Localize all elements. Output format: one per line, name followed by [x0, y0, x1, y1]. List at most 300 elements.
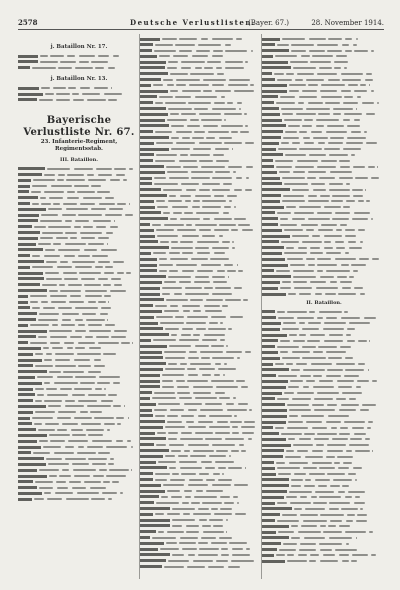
word-text: [75, 266, 92, 268]
name-text: [140, 501, 154, 504]
name-text: [18, 324, 28, 327]
word-text: [170, 258, 188, 260]
word-text: [289, 462, 308, 464]
word-text: [236, 380, 245, 382]
word-text: [32, 185, 48, 187]
word-text: [171, 241, 177, 243]
word-text: [241, 450, 246, 452]
word-text: [326, 131, 347, 133]
word-text: [47, 168, 70, 170]
word-text: [314, 438, 329, 440]
word-text: [183, 166, 197, 168]
name-text: [262, 206, 284, 209]
word-text: [326, 317, 337, 319]
word-text: [202, 502, 222, 504]
name-text: [18, 318, 36, 321]
word-text: [245, 467, 246, 469]
word-text: [360, 293, 365, 295]
word-text: [193, 450, 214, 452]
word-text: [178, 455, 188, 457]
word-text: [329, 508, 339, 510]
word-text: [177, 229, 196, 231]
word-text: [308, 171, 326, 173]
word-text: [201, 119, 221, 121]
word-text: [309, 38, 326, 40]
word-text: [316, 125, 325, 127]
word-text: [182, 305, 201, 307]
word-text: [211, 508, 217, 510]
word-text: [215, 363, 222, 365]
word-text: [299, 438, 311, 440]
word-text: [364, 131, 367, 133]
word-text: [205, 467, 215, 469]
name-text: [18, 219, 38, 222]
word-text: [167, 531, 184, 533]
word-text: [285, 154, 306, 156]
word-text: [356, 520, 367, 522]
name-text: [262, 148, 276, 151]
word-text: [212, 38, 233, 40]
word-text: [89, 330, 111, 332]
word-text: [294, 287, 312, 289]
name-text: [18, 498, 32, 501]
word-text: [227, 409, 247, 411]
word-text: [158, 531, 164, 533]
word-text: [342, 560, 349, 562]
word-text: [346, 520, 353, 522]
word-text: [188, 484, 208, 486]
name-text: [140, 119, 165, 122]
name-text: [140, 246, 169, 249]
word-text: [64, 342, 74, 344]
name-text: [18, 173, 42, 176]
word-text: [104, 272, 114, 274]
word-text: [231, 229, 238, 231]
word-text: [65, 400, 74, 402]
word-text: [298, 531, 321, 533]
word-text: [93, 475, 104, 477]
word-text: [32, 266, 53, 268]
word-text: [302, 90, 317, 92]
word-text: [154, 50, 176, 52]
word-text: [44, 400, 61, 402]
word-text: [94, 87, 108, 89]
word-text: [155, 102, 163, 104]
word-text: [227, 270, 235, 272]
word-text: [350, 438, 362, 440]
word-text: [48, 405, 61, 407]
name-text: [140, 403, 156, 406]
word-text: [317, 73, 337, 75]
word-text: [277, 520, 299, 522]
word-text: [364, 317, 376, 319]
word-text: [98, 301, 105, 303]
name-text: [140, 293, 160, 296]
word-text: [349, 322, 370, 324]
name-text: [262, 548, 277, 551]
word-text: [78, 400, 97, 402]
word-text: [67, 174, 84, 176]
name-text: [262, 380, 288, 383]
word-text: [281, 241, 299, 243]
word-text: [306, 79, 324, 81]
word-text: [205, 438, 222, 440]
word-text: [358, 200, 364, 202]
word-text: [168, 432, 178, 434]
word-text: [310, 554, 319, 556]
word-text: [77, 353, 100, 355]
word-text: [234, 415, 237, 417]
word-text: [182, 137, 190, 139]
word-text: [239, 108, 241, 110]
word-text: [101, 249, 117, 251]
word-text: [292, 189, 309, 191]
word-text: [62, 469, 69, 471]
word-text: [334, 67, 341, 69]
name-text: [262, 142, 279, 145]
word-text: [221, 125, 243, 127]
word-text: [299, 334, 306, 336]
word-text: [224, 502, 234, 504]
word-text: [377, 102, 378, 104]
word-text: [219, 397, 230, 399]
word-text: [335, 258, 356, 260]
word-text: [81, 423, 101, 425]
word-text: [236, 38, 243, 40]
word-text: [216, 450, 228, 452]
name-text: [140, 258, 157, 261]
word-text: [199, 160, 214, 162]
word-text: [238, 270, 242, 272]
word-text: [75, 347, 85, 349]
word-text: [294, 212, 315, 214]
word-text: [88, 371, 100, 373]
word-text: [117, 272, 124, 274]
word-text: [53, 203, 60, 205]
word-text: [324, 340, 343, 342]
word-text: [220, 339, 225, 341]
word-text: [302, 346, 316, 348]
word-text: [32, 417, 53, 419]
word-text: [164, 281, 177, 283]
word-text: [98, 452, 111, 454]
word-text: [331, 200, 343, 202]
word-text: [212, 189, 231, 191]
word-text: [320, 525, 327, 527]
word-text: [179, 339, 199, 341]
word-text: [165, 368, 185, 370]
word-text: [341, 73, 363, 75]
word-text: [278, 375, 297, 377]
word-text: [88, 458, 107, 460]
word-text: [213, 50, 223, 52]
word-text: [166, 299, 188, 301]
word-text: [170, 73, 188, 75]
word-text: [167, 171, 187, 173]
word-text: [220, 322, 223, 324]
word-text: [233, 171, 236, 173]
name-text: [140, 43, 153, 46]
word-text: [329, 502, 349, 504]
word-text: [85, 295, 102, 297]
word-text: [201, 357, 210, 359]
word-text: [304, 537, 325, 539]
name-text: [18, 411, 33, 414]
word-text: [221, 96, 226, 98]
word-text: [212, 444, 235, 446]
word-text: [245, 351, 251, 353]
word-text: [203, 125, 218, 127]
word-text: [225, 44, 232, 46]
word-text: [232, 241, 234, 243]
word-text: [188, 554, 195, 556]
word-text: [317, 433, 336, 435]
word-text: [46, 261, 57, 263]
word-text: [155, 415, 165, 417]
word-text: [237, 102, 243, 104]
word-text: [50, 55, 64, 57]
word-text: [339, 433, 350, 435]
word-text: [65, 243, 86, 245]
word-text: [295, 79, 303, 81]
word-text: [303, 520, 327, 522]
name-text: [262, 409, 287, 412]
word-text: [182, 502, 189, 504]
name-text: [140, 327, 163, 330]
word-text: [354, 119, 361, 121]
name-text: [262, 90, 287, 93]
word-text: [152, 537, 176, 539]
word-text: [280, 224, 297, 226]
word-text: [275, 427, 284, 429]
word-text: [284, 119, 302, 121]
word-text: [32, 255, 40, 257]
word-text: [55, 353, 74, 355]
word-text: [320, 514, 343, 516]
word-text: [77, 191, 94, 193]
word-text: [80, 232, 102, 234]
name-text: [140, 229, 154, 232]
name-text: [140, 217, 168, 220]
word-text: [237, 357, 240, 359]
word-text: [46, 278, 62, 280]
word-text: [189, 351, 197, 353]
word-text: [53, 243, 61, 245]
word-text: [323, 554, 336, 556]
word-text: [347, 514, 355, 516]
word-text: [286, 247, 295, 249]
word-text: [295, 166, 314, 168]
word-text: [338, 491, 345, 493]
word-text: [68, 87, 75, 89]
word-text: [222, 305, 227, 307]
word-text: [294, 473, 306, 475]
name-text: [262, 345, 275, 348]
word-text: [238, 224, 250, 226]
word-text: [299, 206, 321, 208]
name-text: [262, 554, 274, 557]
word-text: [199, 229, 211, 231]
word-text: [327, 125, 344, 127]
word-text: [313, 351, 324, 353]
name-text: [18, 55, 38, 58]
word-text: [159, 270, 167, 272]
word-text: [106, 232, 114, 234]
name-text: [262, 438, 286, 441]
word-text: [352, 218, 367, 220]
name-text: [140, 200, 154, 203]
word-text: [168, 200, 182, 202]
name-text: [262, 124, 286, 127]
word-text: [170, 90, 178, 92]
word-text: [336, 398, 346, 400]
word-text: [167, 119, 187, 121]
word-text: [313, 386, 335, 388]
word-text: [339, 525, 350, 527]
word-text: [179, 281, 191, 283]
word-text: [319, 177, 335, 179]
word-text: [202, 206, 221, 208]
word-text: [33, 452, 51, 454]
word-text: [50, 342, 60, 344]
word-text: [35, 365, 53, 367]
word-text: [181, 432, 191, 434]
word-text: [209, 415, 232, 417]
word-text: [107, 429, 109, 431]
word-text: [366, 142, 377, 144]
word-text: [228, 84, 247, 86]
word-text: [352, 189, 363, 191]
word-text: [63, 272, 77, 274]
word-text: [319, 380, 333, 382]
word-text: [323, 328, 345, 330]
name-text: [140, 530, 156, 533]
word-text: [46, 458, 62, 460]
word-text: [304, 433, 315, 435]
name-text: [140, 565, 162, 568]
word-text: [185, 287, 202, 289]
word-text: [293, 444, 313, 446]
word-text: [107, 319, 108, 321]
word-text: [77, 452, 95, 454]
name-text: [18, 185, 30, 188]
word-text: [31, 191, 41, 193]
word-text: [167, 421, 182, 423]
word-text: [185, 200, 191, 202]
word-text: [227, 102, 233, 104]
word-text: [158, 461, 176, 463]
name-text: [262, 478, 289, 481]
name-text: [140, 553, 170, 556]
word-text: [335, 549, 357, 551]
word-text: [155, 513, 163, 515]
word-text: [343, 462, 351, 464]
word-text: [35, 388, 44, 390]
word-text: [168, 363, 177, 365]
name-text: [140, 495, 159, 498]
name-text: [140, 264, 157, 267]
word-text: [169, 195, 175, 197]
word-text: [57, 266, 72, 268]
word-text: [292, 235, 309, 237]
word-text: [108, 67, 115, 69]
word-text: [323, 531, 341, 533]
word-text: [195, 276, 209, 278]
word-text: [65, 232, 77, 234]
word-text: [190, 299, 203, 301]
word-text: [208, 131, 229, 133]
word-text: [328, 357, 342, 359]
word-text: [155, 479, 167, 481]
word-text: [286, 363, 293, 365]
word-text: [105, 214, 123, 216]
word-text: [227, 195, 236, 197]
word-text: [327, 450, 343, 452]
word-text: [315, 491, 334, 493]
word-text: [224, 113, 241, 115]
word-text: [97, 382, 110, 384]
word-text: [88, 394, 105, 396]
word-text: [280, 96, 296, 98]
word-text: [173, 55, 188, 57]
word-text: [219, 235, 224, 237]
word-text: [90, 411, 103, 413]
word-text: [195, 195, 212, 197]
word-text: [351, 131, 361, 133]
word-text: [51, 185, 72, 187]
word-text: [56, 237, 68, 239]
text-line: [262, 291, 386, 297]
word-text: [345, 252, 348, 254]
word-text: [180, 241, 194, 243]
word-text: [38, 319, 58, 321]
word-text: [164, 224, 184, 226]
word-text: [225, 61, 243, 63]
word-text: [201, 461, 212, 463]
word-text: [345, 38, 353, 40]
word-text: [111, 278, 120, 280]
name-text: [262, 66, 291, 69]
word-text: [318, 113, 330, 115]
word-text: [290, 61, 308, 63]
word-text: [287, 404, 310, 406]
word-text: [314, 409, 335, 411]
word-text: [340, 281, 352, 283]
word-text: [85, 336, 93, 338]
name-text: [262, 55, 273, 58]
word-text: [203, 79, 226, 81]
word-text: [156, 142, 173, 144]
name-text: [262, 49, 289, 52]
word-text: [288, 438, 296, 440]
word-text: [287, 258, 302, 260]
word-text: [78, 446, 84, 448]
page-header: [18, 18, 384, 30]
word-text: [356, 386, 361, 388]
word-text: [156, 229, 175, 231]
word-text: [238, 403, 248, 405]
word-text: [244, 113, 247, 115]
word-text: [97, 191, 110, 193]
word-text: [199, 113, 221, 115]
word-text: [98, 174, 112, 176]
word-text: [354, 287, 363, 289]
word-text: [279, 171, 290, 173]
word-text: [342, 79, 361, 81]
word-text: [236, 177, 243, 179]
word-text: [333, 113, 340, 115]
name-text: [262, 293, 286, 296]
